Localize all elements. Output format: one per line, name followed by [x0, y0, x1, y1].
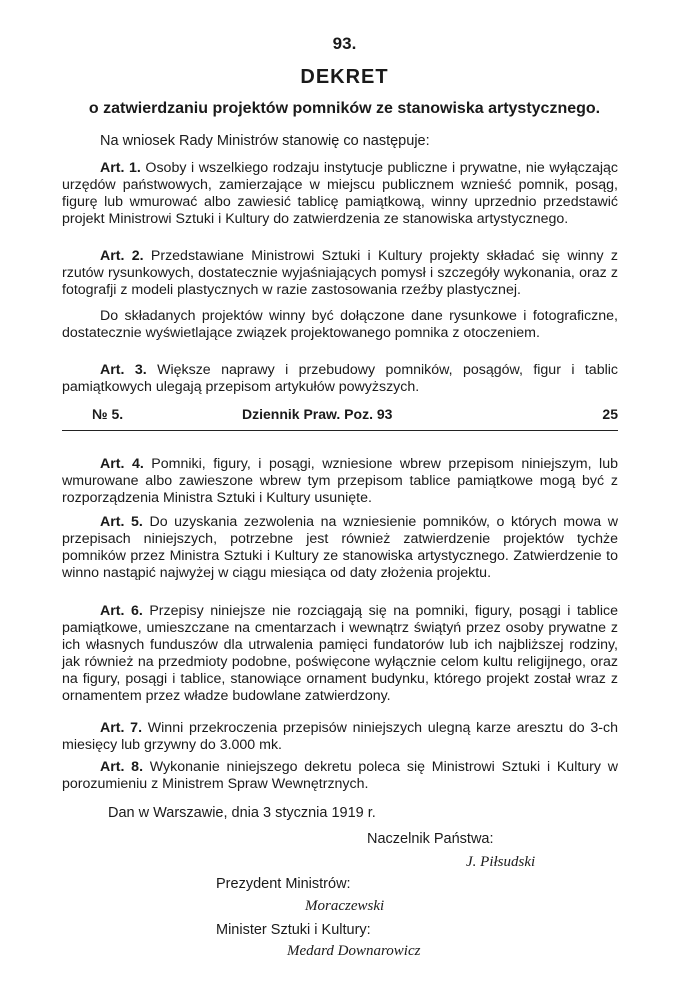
- decree-subtitle: o zatwierdzaniu projektów pomników ze stanowiska artystycznego.: [88, 100, 601, 117]
- header-rule: [62, 430, 618, 431]
- article-3: [62, 362, 618, 396]
- prime-minister-title: Prezydent Ministrów:: [216, 876, 351, 892]
- article-text: Większe naprawy i przebudowy pomników, posągów, figur i tablic pamiątkowych ulegają przepisom artykułów powyższych.: [62, 362, 618, 395]
- article-text: Przedstawiane Ministrowi Sztuki i Kultury projekty składać się winny z rzutów rysunkowych, dostatecznie wyjaśniających pomysł i szczegóły wykonania, oraz z fotografji z modeli plastycznych w razie zastosowania rzeźby plastycznej.: [62, 248, 618, 298]
- article-1: [62, 160, 618, 228]
- article-text: Przepisy niniejsze nie rozciągają się na pomniki, figury, posągi i tablice pamiątkowe, umieszczane na cmentarzach i wewnątrz świątyń przez osoby prywatne z ich własnych funduszów dla utrwalenia pamięci fundatorów lub ich najbliższej rodziny, jak również na przedmioty podobne, poświęcone wyłącznie celom kultu religijnego, oraz na figury, posągi i tablice, stanowiące ornament budynku, którego projekt został wraz z ornamentem przez władze budowlane zatwierdzony.: [62, 603, 618, 704]
- article-text: Do składanych projektów winny być dołączone dane rysunkowe i fotograficzne, dostatecznie wyświetlające związek projektowanego pomnika z otoczeniem.: [62, 308, 618, 341]
- decree-title: DEKRET: [300, 66, 389, 88]
- article-label: Art. 4.: [100, 456, 144, 472]
- article-text: Pomniki, figury, i posągi, wzniesione wbrew przepisom niniejszym, lub wmurowane albo zawieszone wbrew tym przepisom tablice pamiątkowe mogą być z rozporządzenia Ministra Sztuki i Kultury usunięte.: [62, 456, 618, 506]
- running-header: [62, 404, 618, 426]
- minister-signature: Medard Downarowicz: [287, 943, 421, 959]
- journal-reference: Dziennik Praw. Poz. 93: [242, 406, 393, 422]
- article-2: [62, 248, 618, 299]
- minister-title: Minister Sztuki i Kultury:: [216, 922, 371, 938]
- article-7: [62, 720, 618, 754]
- article-8: [62, 759, 618, 793]
- head-of-state-title: Naczelnik Państwa:: [367, 831, 494, 847]
- date-line: Dan w Warszawie, dnia 3 stycznia 1919 r.: [108, 805, 376, 821]
- intro-line: Na wniosek Rady Ministrów stanowię co następuje:: [100, 133, 430, 149]
- article-6: [62, 603, 618, 705]
- article-label: Art. 8.: [100, 759, 144, 775]
- prime-minister-signature: Moraczewski: [305, 898, 385, 914]
- article-4: [62, 456, 618, 507]
- article-label: Art. 6.: [100, 603, 143, 619]
- article-text: Winni przekroczenia przepisów niniejszych ulegną karze aresztu do 3-ch miesięcy lub grzywny do 3.000 mk.: [62, 720, 618, 753]
- article-label: Art. 3.: [100, 362, 147, 378]
- article-label: Art. 2.: [100, 248, 144, 264]
- article-label: Art. 7.: [100, 720, 143, 736]
- article-label: Art. 1.: [100, 160, 141, 176]
- article-label: Art. 5.: [100, 514, 143, 530]
- article-5: [62, 514, 618, 582]
- article-text: Osoby i wszelkiego rodzaju instytucje publiczne i prywatne, nie wyłączając urzędów państwowych, zamierzające w miejscu publicznem wznieść pomnik, posąg, figurę lub wmurować albo zawiesić tablicę pamiątkową, winny uprzednio przedstawić projekt Ministrowi Sztuki i Kultury do zatwierdzenia ze stanowiska artystycznego.: [62, 160, 618, 227]
- page-number: 25: [602, 406, 618, 422]
- head-of-state-signature: J. Piłsudski: [466, 854, 536, 870]
- article-text: Do uzyskania zezwolenia na wzniesienie pomników, o których mowa w przepisach niniejszych, potrzebne jest również zatwierdzenie projektów tychże pomników przez Ministra Sztuki i Kultury ze stanowiska artystycznego. Zatwierdzenie to winno nastąpić najwyżej w ciągu miesiąca od daty złożenia projektu.: [62, 514, 618, 581]
- decree-number: 93.: [332, 34, 357, 53]
- issue-number: № 5.: [92, 406, 124, 422]
- article-2-continuation: [62, 308, 618, 342]
- article-text: Wykonanie niniejszego dekretu poleca się Ministrowi Sztuki i Kultury w porozumieniu z Ministrem Spraw Wewnętrznych.: [62, 759, 618, 792]
